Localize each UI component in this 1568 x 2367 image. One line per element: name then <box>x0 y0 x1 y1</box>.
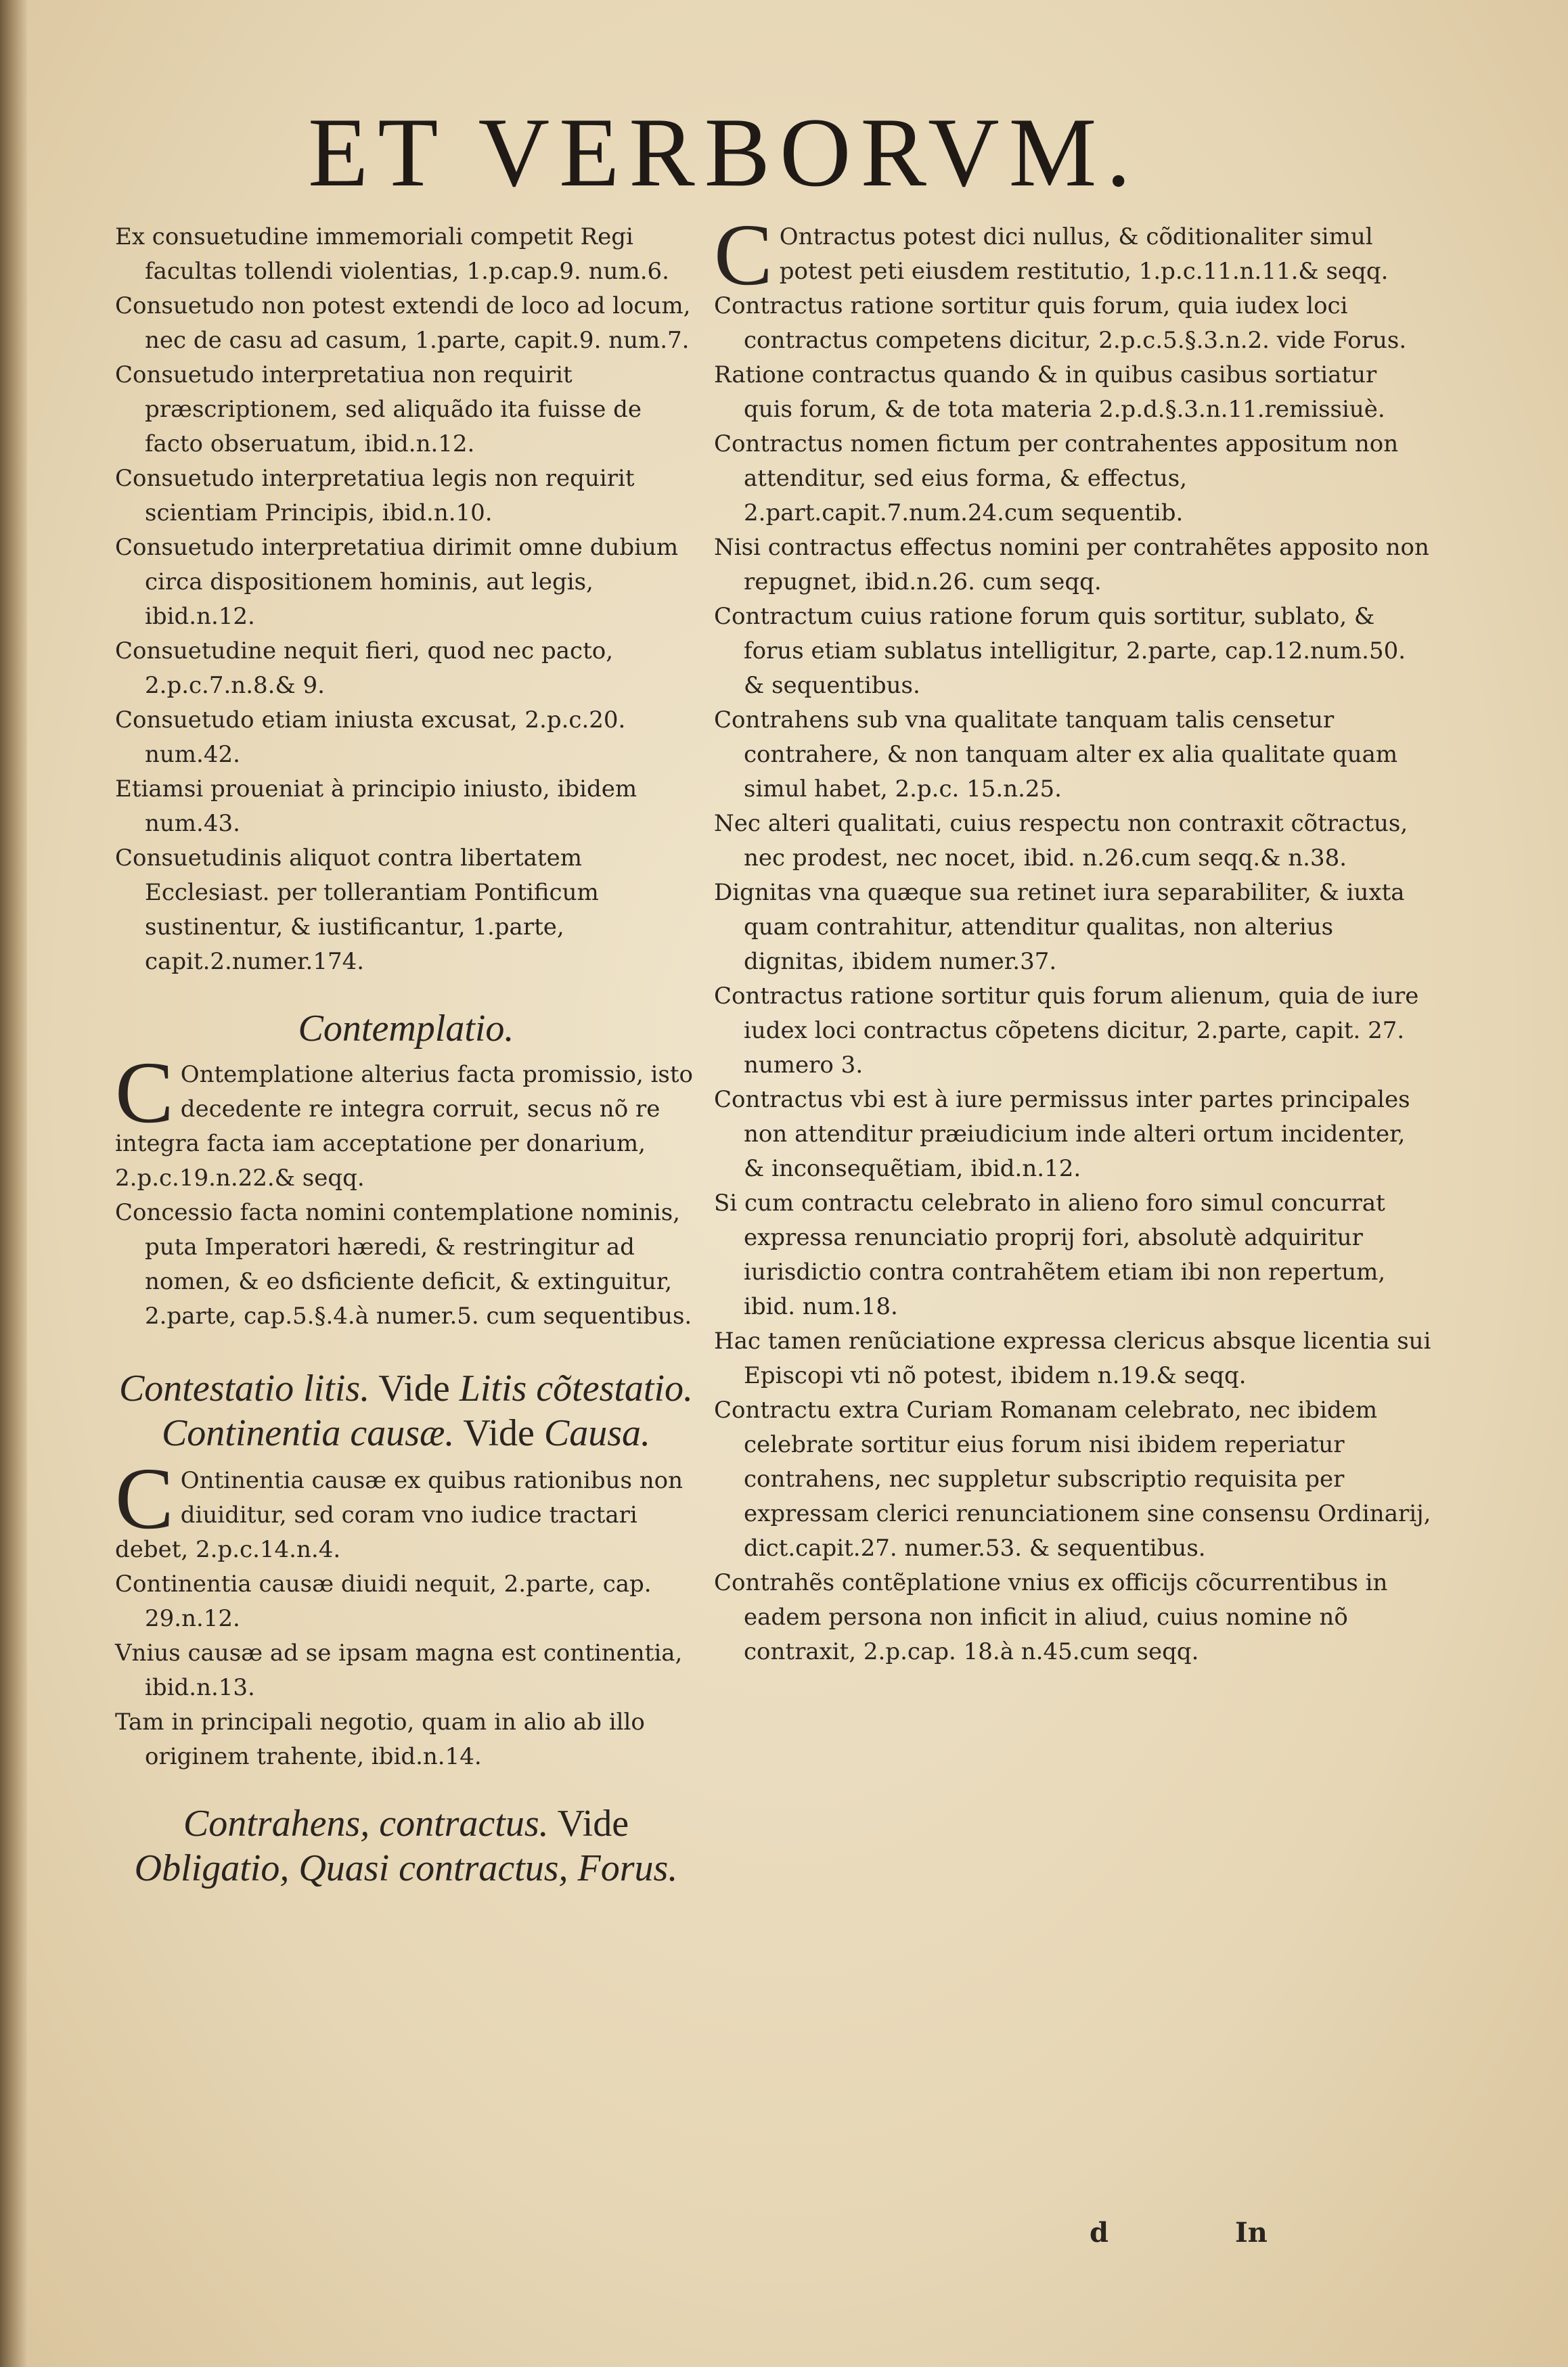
entry-text: Ontemplatione alterius facta promissio, isto decedente re integra corruit, secus nõ re integra facta iam acceptatione per donarium, 2.p.c.19.n.22.& seqq. <box>115 1061 694 1192</box>
xref-term: Contestatio litis. <box>118 1368 370 1410</box>
index-entry: Continentia causæ diuidi nequit, 2.parte, cap. 29.n.12. <box>115 1571 652 1632</box>
index-entry: Ex consuetudine immemoriali competit Regi facultas tollendi violentias, 1.p.cap.9. num.6. <box>115 223 669 285</box>
index-entry: Consuetudo interpretatiua dirimit omne dubium circa dispositionem hominis, aut legis, ibid.n.12. <box>115 534 679 630</box>
index-entry: Consuetudine nequit fieri, quod nec pacto, 2.p.c.7.n.8.& 9. <box>115 637 614 699</box>
index-entry: Consuetudo interpretatiua non requirit præscriptionem, sed aliquãdo ita fuisse de facto obseruatum, ibid.n.12. <box>115 361 642 457</box>
index-entry: Concessio facta nomini contemplatione nominis, puta Imperatori hæredi, & restringitur ad nomen, & eo dsficiente deficit, & extinguitur, 2.parte, cap.5.§.4.à numer.5. cum sequentibus. <box>115 1199 692 1330</box>
index-entry: Contractus ratione sortitur quis forum alienum, quia de iure iudex loci contractus cõpetens dicitur, 2.parte, capit. 27. numero 3. <box>714 983 1419 1079</box>
index-entry: Hac tamen renũciatione expressa clericus absque licentia sui Episcopi vti nõ potest, ibidem n.19.& seqq. <box>714 1328 1431 1389</box>
signature-mark: d <box>1090 2217 1108 2249</box>
index-entry: Etiamsi proueniat à principio iniusto, ibidem num.43. <box>115 775 637 837</box>
drop-cap: C <box>714 206 773 304</box>
xref-vide: Vide <box>454 1412 544 1454</box>
index-entry: Vnius causæ ad se ipsam magna est continentia, ibid.n.13. <box>115 1640 683 1701</box>
index-entry: Dignitas vna quæque sua retinet iura separabiliter, & iuxta quam contrahitur, attenditur qualitas, non alterius dignitas, ibidem numer.37. <box>714 879 1405 975</box>
index-entry: Consuetudo etiam iniusta excusat, 2.p.c.20. num.42. <box>115 706 626 768</box>
xref-target: Obligatio, Quasi contractus, Forus. <box>134 1847 678 1889</box>
xref-target: Causa. <box>543 1412 651 1454</box>
index-entry-with-drop-cap <box>115 1450 697 1567</box>
index-entry-with-drop-cap <box>115 1044 697 1196</box>
index-entry: Contractu extra Curiam Romanam celebrato, nec ibidem celebrate sortitur eius forum nisi ibidem reperiatur contrahens, nec suppletur subscriptio requisita per expressam clerici renunciationem sine consensu Ordinarij, dict.capit.27. numer.53. & sequentibus. <box>714 1397 1431 1562</box>
index-entry: Contrahẽs contẽplatione vnius ex officijs cõcurrentibus in eadem persona non inficit in aliud, cuius nomine nõ contraxit, 2.p.cap. 18.à n.45.cum seqq. <box>714 1569 1388 1665</box>
xref-target: Litis cõtestatio. <box>459 1368 694 1410</box>
xref-vide: Vide <box>548 1803 629 1845</box>
index-entry: Consuetudinis aliquot contra libertatem Ecclesiast. per tollerantiam Pontificum sustinentur, & iustificantur, 1.parte, capit.2.numer.174. <box>115 844 599 975</box>
section-heading-contemplatio: Contemplatio. <box>298 1008 514 1050</box>
catchword: In <box>1235 2217 1268 2249</box>
cross-reference-contrahens <box>115 1801 697 1891</box>
index-entry: Ratione contractus quando & in quibus casibus sortiatur quis forum, & de tota materia 2.p.d.§.3.n.11.remissiuè. <box>714 361 1385 423</box>
running-header: ET VERBORVM. <box>308 97 1140 207</box>
xref-term: Contrahens, contractus. <box>183 1803 549 1845</box>
entry-text: Ontinentia causæ ex quibus rationibus non diuiditur, sed coram vno iudice tractari debet, 2.p.c.14.n.4. <box>115 1467 684 1563</box>
index-entry: Contrahens sub vna qualitate tanquam talis censetur contrahere, & non tanquam alter ex alia qualitate quam simul habet, 2.p.c. 15.n.25. <box>714 706 1398 803</box>
index-entry: Si cum contractu celebrato in alieno foro simul concurrat expressa renunciatio proprij fori, absolutè adquiritur iurisdictio contra contrahẽtem etiam ibi non repertum, ibid. num.18. <box>714 1190 1386 1320</box>
cross-reference-continentia <box>115 1411 697 1456</box>
index-entry: Tam in principali negotio, quam in alio ab illo originem trahente, ibid.n.14. <box>115 1709 645 1770</box>
drop-cap: C <box>115 1450 174 1548</box>
index-entry-with-drop-cap <box>714 206 1431 304</box>
binding-gutter <box>0 0 27 2367</box>
index-entry: Contractus nomen fictum per contrahentes appositum non attenditur, sed eius forma, & effectus, 2.part.capit.7.num.24.cum sequentib. <box>714 430 1399 526</box>
index-entry: Contractus ratione sortitur quis forum, quia iudex loci contractus competens dicitur, 2.p.c.5.§.3.n.2. vide Forus. <box>714 292 1407 354</box>
xref-vide: Vide <box>369 1368 460 1410</box>
cross-reference-contestatio <box>115 1366 697 1411</box>
drop-cap: C <box>115 1044 174 1142</box>
index-entry: Contractus vbi est à iure permissus inter partes principales non attenditur præiudicium inde alteri ortum incidenter, & inconsequẽtiam, ibid.n.12. <box>714 1086 1410 1182</box>
index-entry: Contractum cuius ratione forum quis sortitur, sublato, & forus etiam sublatus intelligitur, 2.parte, cap.12.num.50. & sequentibus. <box>714 603 1406 699</box>
right-column <box>714 206 1431 1669</box>
xref-term: Continentia causæ. <box>161 1412 455 1454</box>
index-entry: Nec alteri qualitati, cuius respectu non contraxit cõtractus, nec prodest, nec nocet, ibid. n.26.cum seqq.& n.38. <box>714 810 1408 872</box>
index-entry: Consuetudo non potest extendi de loco ad locum, nec de casu ad casum, 1.parte, capit.9. num.7. <box>115 292 691 354</box>
entry-text: Ontractus potest dici nullus, & cõditionaliter simul potest peti eiusdem restitutio, 1.p.c.11.n.11.& seqq. <box>779 223 1389 285</box>
index-entry: Consuetudo interpretatiua legis non requirit scientiam Principis, ibid.n.10. <box>115 465 635 526</box>
index-entry: Nisi contractus effectus nomini per contrahẽtes apposito non repugnet, ibid.n.26. cum seqq. <box>714 534 1429 595</box>
left-column <box>115 220 697 1891</box>
